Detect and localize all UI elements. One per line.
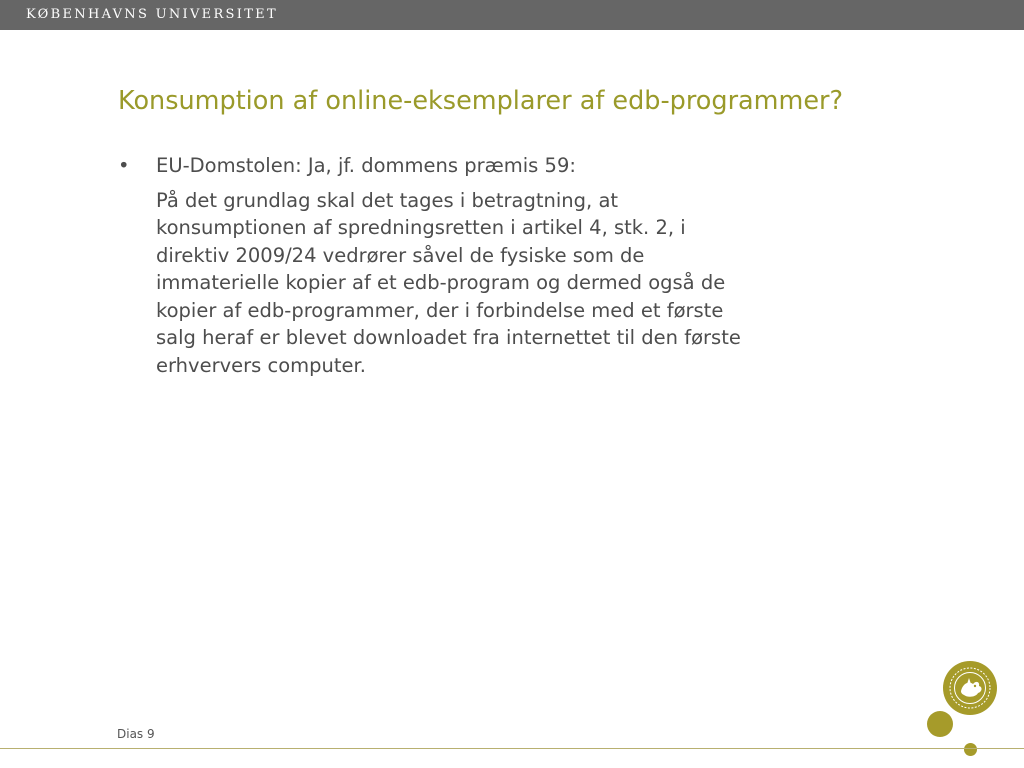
- header-bar: [0, 0, 1024, 30]
- bullet-text: EU-Domstolen: Ja, jf. dommens præmis 59:: [156, 154, 576, 177]
- footer-divider: [0, 748, 1024, 749]
- university-seal-icon: [942, 660, 998, 716]
- decorative-dot-small-icon: [964, 743, 977, 756]
- slide-number: Dias 9: [117, 727, 155, 741]
- decorative-dot-large-icon: [927, 711, 953, 737]
- bullet-marker: •: [118, 154, 130, 177]
- slide-content: [118, 152, 858, 379]
- quoted-paragraph: På det grundlag skal det tages i betragtning, at konsumptionen af spredningsretten i artikel 4, stk. 2, i direktiv 2009/24 vedrører såvel de fysiske som de immaterielle kopier af et edb-program og dermed også de kopier af edb-programmer, der i forbindelse med et første salg heraf er blevet downloadet fra internettet til den første erhververs computer.: [156, 188, 741, 377]
- university-name: KØBENHAVNS UNIVERSITET: [26, 7, 278, 22]
- slide-title: Konsumption af online-eksemplarer af edb-programmer?: [118, 86, 844, 116]
- bullet-item: [118, 152, 858, 180]
